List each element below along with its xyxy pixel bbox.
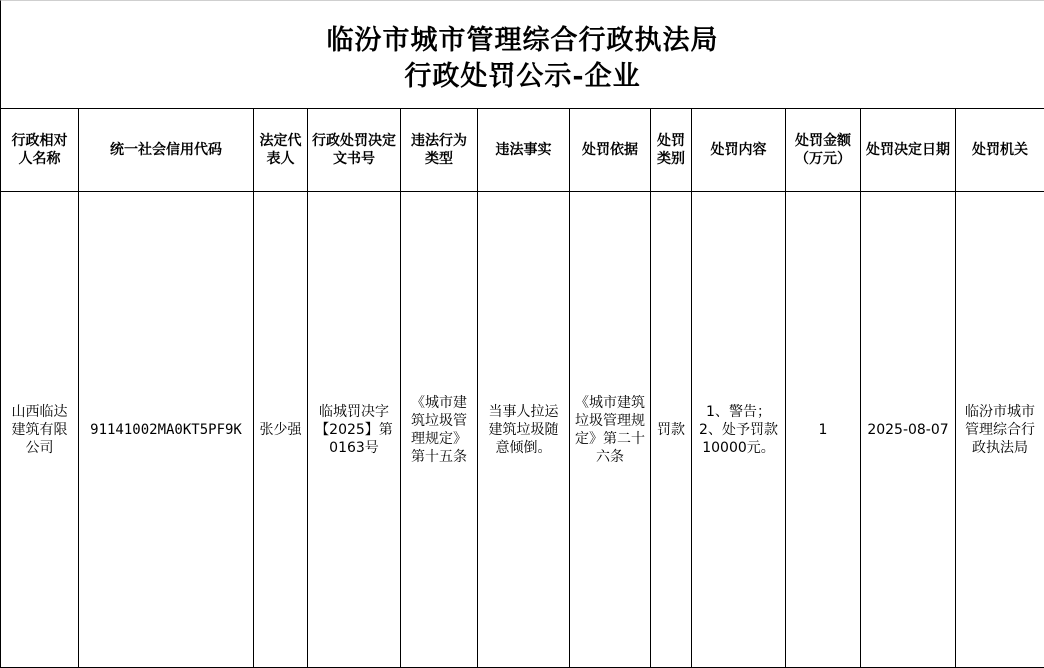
cell-penalty-amount: 1 [786,192,861,668]
notice-subtitle: 行政处罚公示-企业 [404,61,641,92]
agency-title: 临汾市城市管理综合行政执法局 [326,25,719,56]
header-entity-name: 行政相对人名称 [1,109,79,192]
penalty-table [0,108,1044,668]
penalty-content-line-2: 2、处予罚款10000元。 [699,421,778,456]
table-row [1,192,1044,668]
header-penalty-amount: 处罚金额（万元） [786,109,861,192]
cell-penalty-basis: 《城市建筑垃圾管理规定》第二十六条 [570,192,651,668]
cell-violation-fact: 当事人拉运建筑垃圾随意倾倒。 [478,192,570,668]
cell-decision-date: 2025-08-07 [861,192,956,668]
cell-credit-code: 91141002MA0KT5PF9K [79,192,254,668]
header-doc-number: 行政处罚决定文书号 [308,109,401,192]
cell-doc-number: 临城罚决字【2025】第 0163号 [308,192,401,668]
header-authority: 处罚机关 [956,109,1044,192]
header-penalty-category: 处罚类别 [651,109,692,192]
header-credit-code: 统一社会信用代码 [79,109,254,192]
cell-violation-type: 《城市建筑垃圾管理规定》第十五条 [401,192,478,668]
cell-legal-rep: 张少强 [254,192,308,668]
cell-entity-name: 山西临达建筑有限公司 [1,192,79,668]
cell-penalty-category: 罚款 [651,192,692,668]
penalty-content-line-1: 1、警告； [706,403,771,420]
header-legal-rep: 法定代表人 [254,109,308,192]
header-penalty-basis: 处罚依据 [570,109,651,192]
title-block [0,0,1044,108]
cell-authority: 临汾市城市管理综合行政执法局 [956,192,1044,668]
header-row [1,109,1044,192]
header-violation-fact: 违法事实 [478,109,570,192]
header-penalty-content: 处罚内容 [692,109,786,192]
cell-penalty-content [692,192,786,668]
header-decision-date: 处罚决定日期 [861,109,956,192]
header-violation-type: 违法行为类型 [401,109,478,192]
